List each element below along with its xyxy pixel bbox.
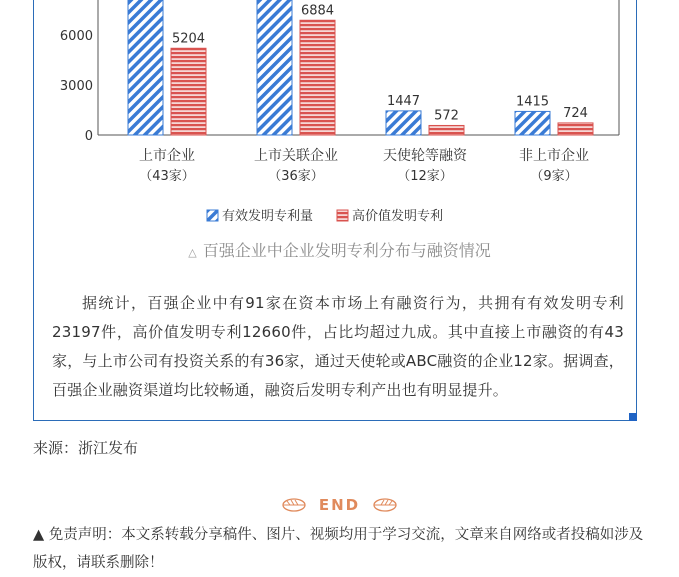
leaf-left-icon xyxy=(282,498,306,512)
caption-text: 百强企业中企业发明专利分布与融资情况 xyxy=(202,241,491,260)
x-category-label: 天使轮等融资 xyxy=(383,148,467,164)
data-label-effective-3: 1415 xyxy=(515,94,550,110)
y-tick-label: 6000 xyxy=(59,29,93,44)
x-category-label: 上市企业 xyxy=(139,148,195,164)
y-tick-label: 3000 xyxy=(59,79,93,94)
disclaimer: ▲ 免责声明：本文系转载分享稿件、图片、视频均用于学习交流，文章来自网络或者投稿如涉及版权，请联系删除！ xyxy=(33,527,644,571)
x-category-sublabel: （9家） xyxy=(530,169,578,184)
triangle-icon: △ xyxy=(188,246,197,259)
x-category-sublabel: （43家） xyxy=(139,169,195,184)
x-category-label: 上市关联企业 xyxy=(254,148,338,164)
data-label-effective-2: 1447 xyxy=(386,93,421,109)
y-tick-label: 0 xyxy=(84,129,93,144)
article-paragraph: 据统计，百强企业中有91家在资本市场上有融资行为，共拥有有效发明专利23197件，高价值发明专利12660件，占比均超过九成。其中直接上市融资的有43家，与上市公司有投资关系的有36家，通过天使轮或ABC融资的企业12家。据调查，百强企业融资渠道均比较畅通，融资后发明专利产出也有明显提升。 xyxy=(52,294,624,399)
leaf-right-icon xyxy=(373,498,397,512)
x-category-sublabel: （36家） xyxy=(268,169,324,184)
x-category-sublabel: （12家） xyxy=(397,169,453,184)
data-label-high-value-3: 724 xyxy=(563,105,588,121)
frame-corner xyxy=(629,413,637,421)
x-category-label: 非上市企业 xyxy=(519,148,589,164)
legend-label-high-value: 高价值发明专利 xyxy=(352,209,444,224)
end-text: END xyxy=(318,495,361,514)
end-divider xyxy=(0,494,679,514)
data-label-high-value-1: 6884 xyxy=(300,3,335,19)
data-label-high-value-2: 572 xyxy=(434,108,459,124)
chart-caption xyxy=(0,238,679,261)
legend-label-effective: 有效发明专利量 xyxy=(222,209,314,224)
data-label-high-value-0: 5204 xyxy=(171,31,206,47)
source-line: 来源：浙江发布 xyxy=(33,439,139,457)
